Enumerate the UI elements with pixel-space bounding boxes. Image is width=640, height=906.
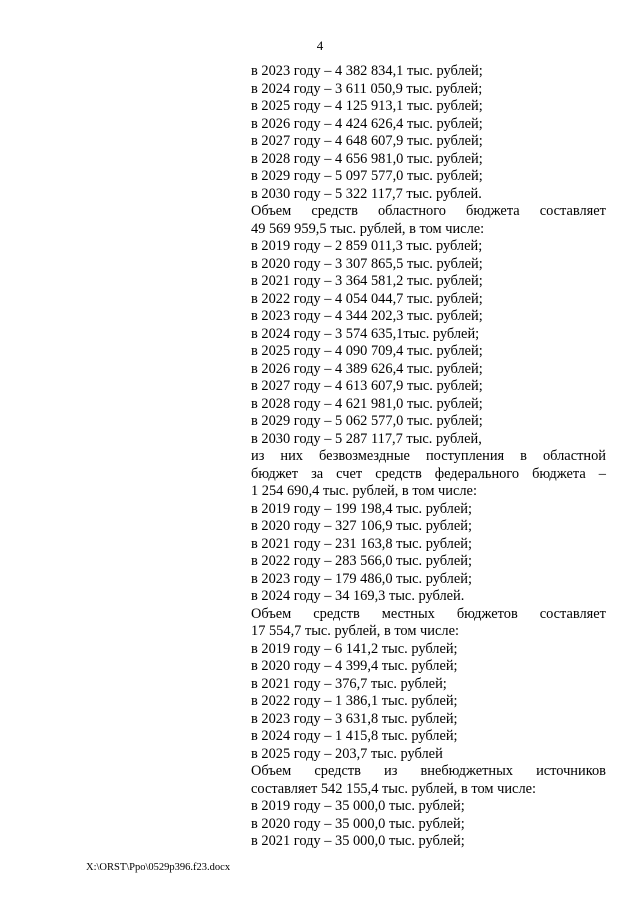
list-item: в 2029 году – 5 097 577,0 тыс. рублей; [251, 168, 483, 184]
word: источников [536, 763, 606, 779]
word: средств [313, 605, 360, 622]
word: областной [542, 448, 606, 464]
word: Объем [251, 605, 292, 622]
federal-transfers-section [251, 448, 606, 606]
list-item: в 2021 году – 35 000,0 тыс. рублей; [251, 833, 465, 849]
list-item: в 2020 году – 327 106,9 тыс. рублей; [251, 518, 472, 534]
word: федерального [434, 465, 520, 482]
list-item: в 2023 году – 4 344 202,3 тыс. рублей; [251, 308, 483, 324]
word: бюджета [532, 465, 586, 482]
word: бюджетов [456, 605, 518, 622]
list-item: в 2028 году – 4 621 981,0 тыс. рублей; [251, 395, 483, 412]
word: средств [311, 203, 358, 219]
list-item: в 2026 году – 4 389 626,4 тыс. рублей; [251, 360, 483, 377]
list-item: в 2025 году – 203,7 тыс. рублей [251, 745, 443, 762]
local-budgets-section [251, 606, 606, 764]
word: Объем [251, 203, 292, 219]
word: безвозмездные [319, 448, 410, 464]
list-item: в 2024 году – 34 169,3 тыс. рублей. [251, 588, 465, 604]
block-previous-years [251, 63, 606, 203]
local-total: 17 554,7 тыс. рублей, в том числе: [251, 623, 459, 639]
list-item: в 2021 году – 3 364 581,2 тыс. рублей; [251, 273, 483, 289]
list-item: в 2024 году – 3 574 635,1тыс. рублей; [251, 325, 480, 342]
list-item: в 2024 году – 3 611 050,9 тыс. рублей; [251, 80, 483, 97]
word: составляет [539, 605, 606, 622]
word: составляет [539, 203, 606, 219]
list-item: в 2021 году – 376,7 тыс. рублей; [251, 675, 447, 692]
list-item: в 2022 году – 283 566,0 тыс. рублей; [251, 553, 472, 569]
word: них [280, 448, 303, 464]
list-item: в 2025 году – 4 125 913,1 тыс. рублей; [251, 98, 483, 114]
regional-budget-section [251, 203, 606, 448]
word: бюджета [466, 203, 520, 219]
word: из [384, 763, 398, 779]
list-item: в 2019 году – 6 141,2 тыс. рублей; [251, 640, 458, 657]
list-item: в 2019 году – 199 198,4 тыс. рублей; [251, 500, 472, 517]
federal-total: 1 254 690,4 тыс. рублей, в том числе: [251, 483, 477, 499]
list-item: в 2019 году – 2 859 011,3 тыс. рублей; [251, 238, 483, 254]
word: – [598, 465, 606, 482]
word: из [251, 448, 265, 464]
list-item: в 2020 году – 3 307 865,5 тыс. рублей; [251, 255, 483, 272]
list-item: в 2023 году – 4 382 834,1 тыс. рублей; [251, 63, 483, 79]
list-item: в 2023 году – 179 486,0 тыс. рублей; [251, 570, 472, 587]
word: поступления [425, 448, 505, 464]
list-item: в 2019 году – 35 000,0 тыс. рублей; [251, 798, 465, 814]
page-number: 4 [316, 38, 324, 53]
federal-intro-line-2 [251, 466, 606, 484]
regional-total: 49 569 959,5 тыс. рублей, в том числе: [251, 220, 485, 237]
list-item: в 2026 году – 4 424 626,4 тыс. рублей; [251, 115, 483, 132]
local-intro-line [251, 606, 606, 624]
footer-file-path: X:\ORST\Ppo\0529p396.f23.docx [86, 862, 231, 873]
word: местных [381, 605, 435, 622]
list-item: в 2022 году – 4 054 044,7 тыс. рублей; [251, 290, 483, 307]
list-item: в 2021 году – 231 163,8 тыс. рублей; [251, 535, 472, 552]
list-item: в 2024 году – 1 415,8 тыс. рублей; [251, 728, 458, 744]
word: бюджет [251, 465, 299, 482]
federal-intro-line-1 [251, 448, 606, 466]
list-item: в 2020 году – 35 000,0 тыс. рублей; [251, 815, 465, 832]
list-item: в 2023 году – 3 631,8 тыс. рублей; [251, 710, 458, 727]
list-item: в 2022 году – 1 386,1 тыс. рублей; [251, 693, 458, 709]
word: за [311, 465, 324, 482]
regional-intro-line [251, 203, 606, 221]
word: средств [375, 465, 422, 482]
word: в [520, 448, 527, 464]
list-item: в 2028 году – 4 656 981,0 тыс. рублей; [251, 150, 483, 167]
word: средств [314, 763, 361, 779]
list-item: в 2027 году – 4 648 607,9 тыс. рублей; [251, 133, 483, 149]
extrabudget-total: составляет 542 155,4 тыс. рублей, в том числе: [251, 780, 537, 797]
word: областного [377, 203, 446, 219]
list-item: в 2029 году – 5 062 577,0 тыс. рублей; [251, 413, 483, 429]
extrabudget-section [251, 763, 606, 851]
list-item: в 2025 году – 4 090 709,4 тыс. рублей; [251, 343, 483, 359]
extrabudget-intro-line [251, 763, 606, 781]
document-body [251, 63, 606, 851]
word: Объем [251, 763, 292, 779]
list-item: в 2020 году – 4 399,4 тыс. рублей; [251, 658, 458, 674]
list-item: в 2030 году – 5 322 117,7 тыс. рублей. [251, 185, 482, 202]
list-item: в 2027 году – 4 613 607,9 тыс. рублей; [251, 378, 483, 394]
list-item: в 2030 году – 5 287 117,7 тыс. рублей, [251, 430, 482, 447]
word: счет [336, 465, 363, 482]
word: внебюджетных [420, 763, 513, 779]
